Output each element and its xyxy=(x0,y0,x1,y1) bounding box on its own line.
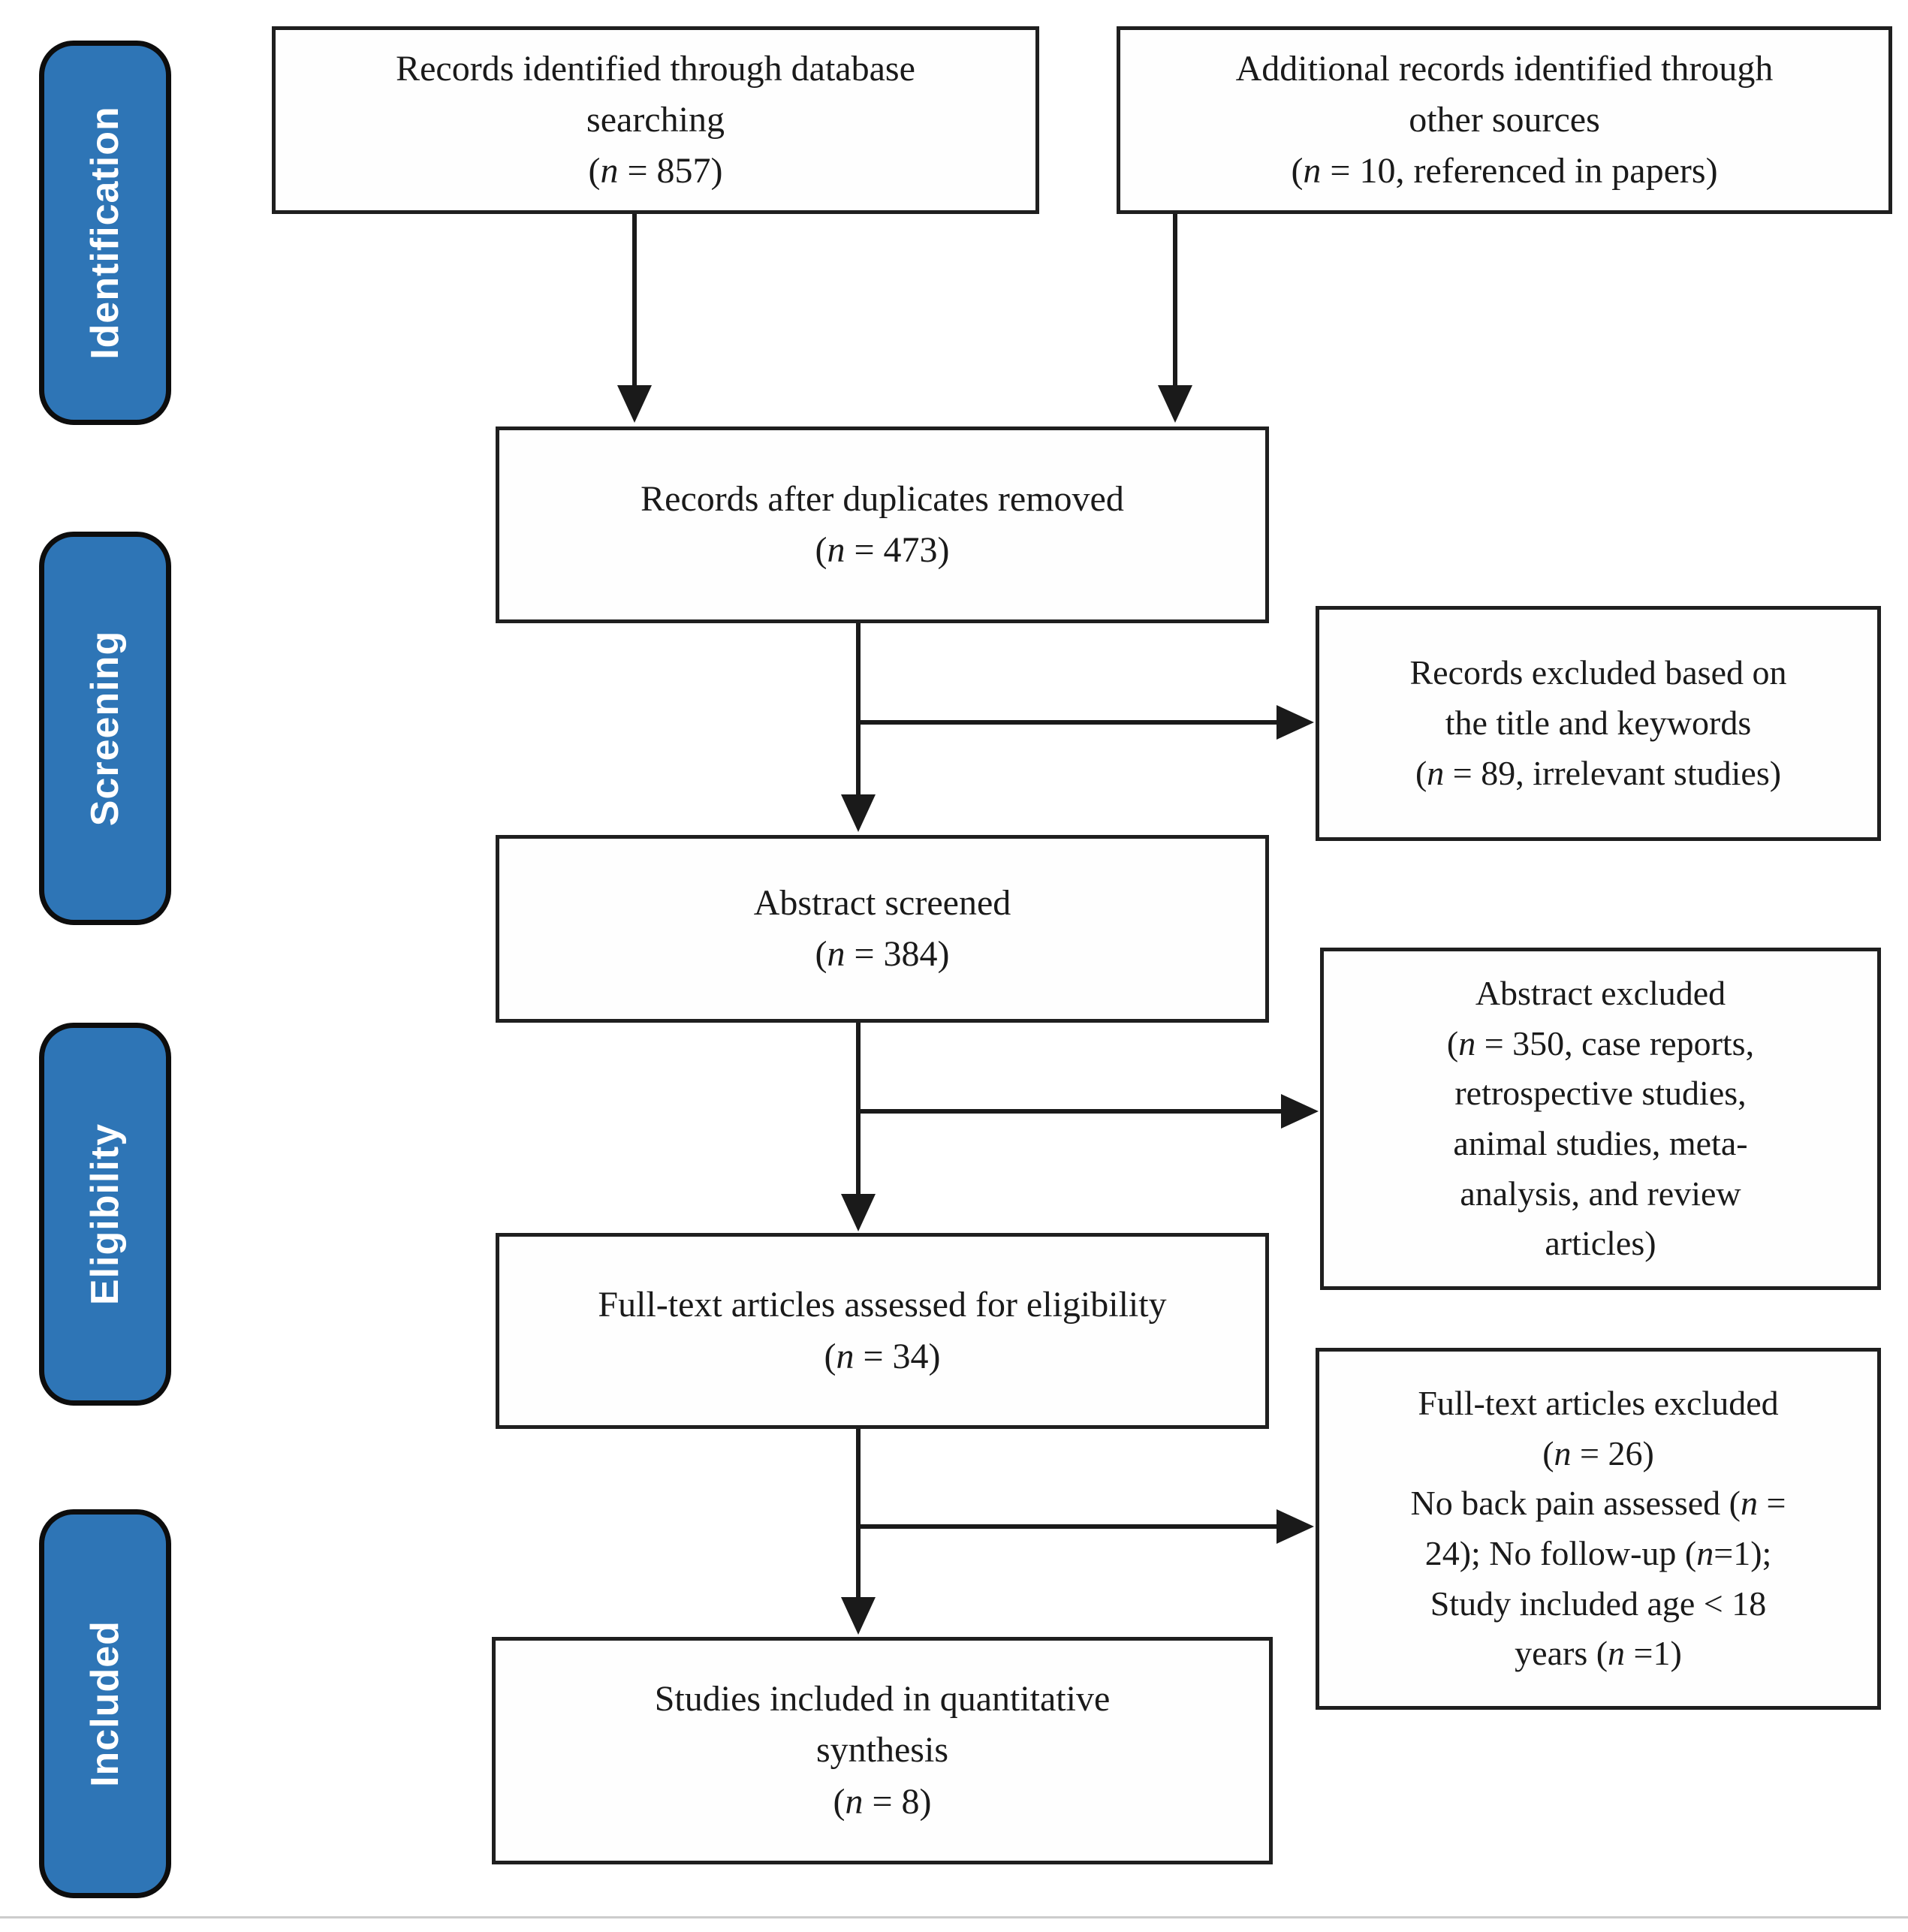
box-abstract-excluded: Abstract excluded (n = 350, case reports, retrospective studies, animal studies, meta- analysis, and review articles) xyxy=(1320,948,1881,1290)
box-records-database-search: Records identified through database searching (n = 857) xyxy=(272,26,1039,214)
connector-dbsearch-to-dedup-arrowhead xyxy=(617,385,652,423)
stage-identification xyxy=(39,41,171,425)
box-fulltext-excluded: Full-text articles excluded (n = 26) No back pain assessed (n = 24); No follow-up (n=1); Study included age < 18 years (n =1) xyxy=(1316,1348,1881,1710)
box-studies-included: Studies included in quantitative synthesis (n = 8) xyxy=(492,1637,1273,1864)
box-additional-records: Additional records identified through other sources (n = 10, referenced in papers) xyxy=(1117,26,1892,214)
connector-branch-abstract-excluded-line xyxy=(858,1109,1281,1114)
stage-eligibility-label: Eligibility xyxy=(83,1123,127,1306)
stage-screening-label: Screening xyxy=(83,630,127,827)
stage-identification-label: Identification xyxy=(83,106,127,360)
box-fulltext-assessed: Full-text articles assessed for eligibility (n = 34) xyxy=(496,1233,1269,1429)
connector-dbsearch-to-dedup-line xyxy=(632,214,637,385)
connector-othersources-to-dedup-line xyxy=(1173,214,1177,385)
connector-branch-records-excluded-arrowhead xyxy=(1277,705,1314,740)
box-records-excluded-title: Records excluded based on the title and keywords (n = 89, irrelevant studies) xyxy=(1316,606,1881,841)
connector-fulltext-to-included-line xyxy=(856,1429,861,1598)
connector-dedup-to-abstract-line xyxy=(856,623,861,794)
stage-eligibility xyxy=(39,1023,171,1406)
connector-branch-records-excluded-line xyxy=(858,720,1277,725)
connector-fulltext-to-included-arrowhead xyxy=(841,1597,876,1635)
stage-screening xyxy=(39,532,171,925)
connector-branch-abstract-excluded-arrowhead xyxy=(1281,1094,1319,1129)
figure-bottom-rule xyxy=(0,1916,1908,1918)
stage-included xyxy=(39,1509,171,1898)
connector-dedup-to-abstract-arrowhead xyxy=(841,794,876,832)
connector-abstract-to-fulltext-arrowhead xyxy=(841,1194,876,1231)
stage-included-label: Included xyxy=(83,1620,127,1787)
connector-othersources-to-dedup-arrowhead xyxy=(1158,385,1192,423)
connector-abstract-to-fulltext-line xyxy=(856,1023,861,1194)
connector-branch-fulltext-excluded-arrowhead xyxy=(1277,1509,1314,1544)
box-records-after-duplicates: Records after duplicates removed (n = 473) xyxy=(496,426,1269,623)
connector-branch-fulltext-excluded-line xyxy=(858,1524,1277,1529)
box-abstract-screened: Abstract screened (n = 384) xyxy=(496,835,1269,1023)
